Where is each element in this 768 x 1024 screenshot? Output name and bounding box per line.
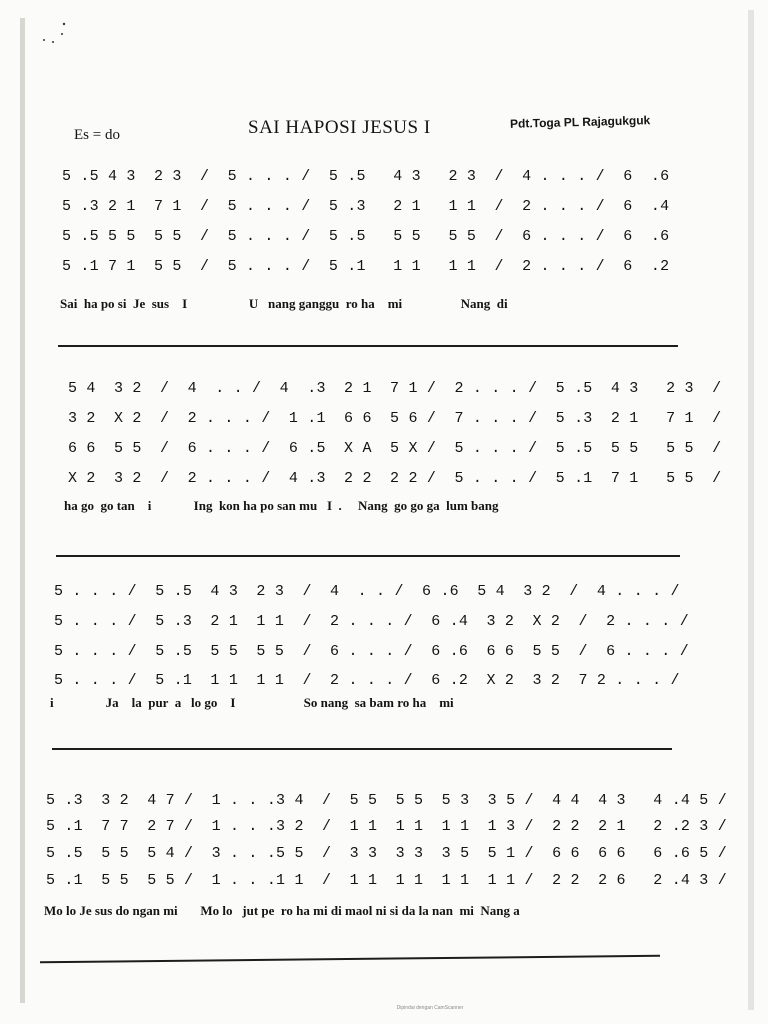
system-divider [40,955,660,963]
system-divider [52,748,672,750]
composer-credit: Pdt.Toga PL Rajagukguk [509,113,651,131]
notation-line: 5 .5 4 3 2 3 / 5 . . . / 5 .5 4 3 2 3 / 4 . . . / 6 .6 [62,168,670,185]
notation-line: 5 . . . / 5 .5 5 5 5 5 / 6 . . . / 6 .6 6 6 5 5 / 6 . . . / [54,643,689,660]
notation-line: 5 .5 5 5 5 4 / 3 . . .5 5 / 3 3 3 3 3 5 5 1 / 6 6 6 6 6 .6 5 / [46,845,727,862]
scanner-watermark: Dipindai dengan CamScanner [396,1005,464,1011]
scan-right-edge [748,10,754,1010]
lyric-line: i Ja la pur a lo go I So nang sa bam ro ha mi [50,695,454,710]
notation-line: 5 . . . / 5 .3 2 1 1 1 / 2 . . . / 6 .4 3 2 X 2 / 2 . . . / [54,613,689,630]
notation-line: 6 6 5 5 / 6 . . . / 6 .5 X A 5 X / 5 . . . / 5 .5 5 5 5 5 / [68,440,722,457]
notation-line: 5 . . . / 5 .1 1 1 1 1 / 2 . . . / 6 .2 X 2 3 2 7 2 . . . / [54,672,680,689]
notation-line: X 2 3 2 / 2 . . . / 4 .3 2 2 2 2 / 5 . . . / 5 .1 7 1 5 5 / [68,470,722,487]
lyric-line: Mo lo Je sus do ngan mi Mo lo jut pe ro ha mi di maol ni si da la nan mi Nang a [44,903,520,918]
notation-line: 3 2 X 2 / 2 . . . / 1 .1 6 6 5 6 / 7 . . . / 5 .3 2 1 7 1 / [68,410,722,427]
system-divider [58,345,678,347]
lyric-line: Sai ha po si Je sus I U nang ganggu ro ha mi Nang di [60,296,508,311]
notation-line: 5 4 3 2 / 4 . . / 4 .3 2 1 7 1 / 2 . . . / 5 .5 4 3 2 3 / [68,380,722,397]
notation-line: 5 .1 7 7 2 7 / 1 . . .3 2 / 1 1 1 1 1 1 1 3 / 2 2 2 1 2 .2 3 / [46,818,727,835]
scan-specks [40,20,70,50]
notation-line: 5 .3 2 1 7 1 / 5 . . . / 5 .3 2 1 1 1 / 2 . . . / 6 .4 [62,198,670,215]
notation-line: 5 .5 5 5 5 5 / 5 . . . / 5 .5 5 5 5 5 / 6 . . . / 6 .6 [62,228,670,245]
key-signature: Es = do [74,127,120,143]
notation-line: 5 .3 3 2 4 7 / 1 . . .3 4 / 5 5 5 5 5 3 3 5 / 4 4 4 3 4 .4 5 / [46,792,727,809]
system-divider [56,555,680,557]
lyric-line: ha go go tan i Ing kon ha po san mu I . Nang go go ga lum bang [64,498,499,513]
notation-line: 5 . . . / 5 .5 4 3 2 3 / 4 . . / 6 .6 5 4 3 2 / 4 . . . / [54,583,680,600]
notation-line: 5 .1 5 5 5 5 / 1 . . .1 1 / 1 1 1 1 1 1 1 1 / 2 2 2 6 2 .4 3 / [46,872,727,889]
notation-line: 5 .1 7 1 5 5 / 5 . . . / 5 .1 1 1 1 1 / 2 . . . / 6 .2 [62,258,670,275]
song-title: SAI HAPOSI JESUS I [248,117,431,138]
scan-left-edge [20,18,25,1003]
